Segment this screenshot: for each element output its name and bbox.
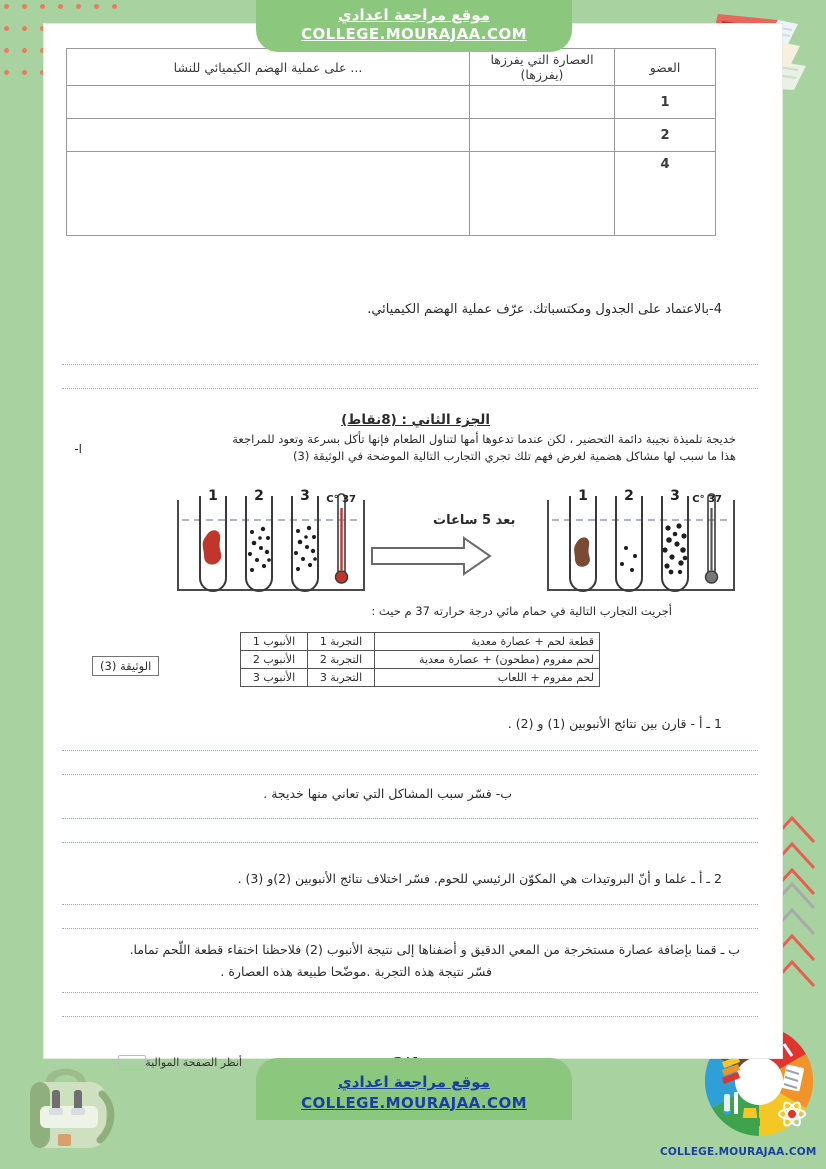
table1-header-effect: ... على عملية الهضم الكيميائي للنشا (67, 49, 470, 86)
svg-text:3: 3 (300, 488, 310, 504)
svg-text:2: 2 (254, 488, 264, 504)
table1-juice-4 (470, 152, 615, 236)
question-1a: 1 ـ أ - قارن بين نتائج الأنبوبين (1) و (2) . (507, 716, 722, 731)
svg-text:1: 1 (578, 488, 588, 504)
answer-line (62, 750, 758, 751)
exp-label-1: التجربة 1 (308, 633, 375, 651)
answer-line (62, 364, 758, 365)
site-watermark-header (256, 0, 572, 52)
table-row (67, 86, 716, 119)
answer-line (62, 992, 758, 993)
question-2a: 2 ـ أ ـ علما و أنّ البروتيدات هي المكوّن الرئيسي للحوم. فسّر اختلاف نتائج الأنبوبين (2)و (3) . (237, 871, 722, 886)
table1-header-organ: العضو (615, 49, 716, 86)
table1-effect-2 (67, 119, 470, 152)
exp-content-1: قطعة لحم + عصارة معدية (375, 633, 600, 651)
table1-organ-2: 2 (615, 119, 716, 152)
svg-text:1: 1 (208, 488, 218, 504)
watermark-header-url: COLLEGE.MOURAJAA.COM (301, 25, 527, 43)
watermark-header-arabic: موقع مراجعة اعدادي (338, 6, 490, 24)
next-page-note: أنظر الصفحة الموالية (145, 1056, 242, 1069)
svg-text:3: 3 (670, 488, 680, 504)
table-row (67, 119, 716, 152)
document-sheet (44, 24, 782, 1069)
answer-line (62, 928, 758, 929)
part-two-intro-line2: هذا ما سبب لها مشاكل هضمية لغرض فهم تلك تجري التجارب التالية الموضحة في الوثيقة (3) (293, 449, 736, 463)
exp-label-2: التجربة 2 (308, 651, 375, 669)
table1-organ-1: 1 (615, 86, 716, 119)
table-row (241, 651, 600, 669)
answer-line (62, 818, 758, 819)
question-2b-line1: ب ـ قمنا بإضافة عصارة مستخرجة من المعي الدقيق و أضفناها إلى نتيجة الأنبوب (2) فلاحظنا اختفاء قطعة اللّحم تماما. (129, 942, 740, 957)
question-1b: ب- فسّر سبب المشاكل التي تعاني منها خديجة . (263, 786, 512, 801)
table-row (241, 633, 600, 651)
tube-label-3: الأنبوب 3 (241, 669, 308, 687)
exp-content-3: لحم مفروم + اللعاب (375, 669, 600, 687)
table1-effect-1 (67, 86, 470, 119)
question-4: 4-بالاعتماد على الجدول ومكتسباتك. عرّف عملية الهضم الكيميائي. (367, 302, 722, 317)
answer-line (62, 842, 758, 843)
after-hours-label: بعد 5 ساعات (433, 513, 516, 528)
tube-label-2: الأنبوب 2 (241, 651, 308, 669)
watermark-footer-arabic: موقع مراجعة اعدادي (338, 1073, 490, 1091)
question-2b-line2: فسّر نتيجة هذه التجربة .موضّحا طبيعة هذه العصارة . (220, 964, 492, 979)
svg-text:37 °C: 37 °C (692, 494, 722, 505)
svg-text:37 °C: 37 °C (326, 494, 356, 505)
table1-juice-2 (470, 119, 615, 152)
part-two-title: الجزء الثاني : (8نقاط) (341, 412, 490, 428)
answer-line (62, 774, 758, 775)
part-two-intro-line1: خديجة تلميذة نجيبة دائمة التحضير ، لكن عندما تدعوها أمها لتناول الطعام فإنها تأكل بسرعة وتعود للمراجعة (232, 432, 736, 446)
exp-label-3: التجربة 3 (308, 669, 375, 687)
answer-line (62, 388, 758, 389)
test-tubes-figure (164, 486, 744, 598)
exp-content-2: لحم مفروم (مطحون) + عصارة معدية (375, 651, 600, 669)
figure-caption: أجريت التجارب التالية في حمام مائي درجة حرارته 37 م حيث : (371, 604, 672, 618)
table1-header-juice: العصارة التي يفرزها (يفرزها) (470, 49, 615, 86)
tube-label-1: الأنبوب 1 (241, 633, 308, 651)
svg-text:2: 2 (624, 488, 634, 504)
table-row (67, 152, 716, 236)
table-row (241, 669, 600, 687)
table1-effect-4 (67, 152, 470, 236)
site-watermark-footer (256, 1058, 572, 1120)
table1-juice-1 (470, 86, 615, 119)
part-two-marker: ا- (74, 442, 82, 456)
backpack-icon (16, 1060, 120, 1156)
answer-line (62, 904, 758, 905)
footer-brand-badge: COLLEGE.MOURAJAA.COM (660, 1146, 817, 1158)
next-page-icon (118, 1055, 146, 1070)
answer-line (62, 1016, 758, 1017)
document-3-label: الوثيقة (3) (92, 656, 159, 676)
watermark-footer-url: COLLEGE.MOURAJAA.COM (301, 1094, 527, 1112)
experiments-table (240, 632, 600, 687)
table1-organ-4: 4 (615, 152, 716, 236)
organ-juice-table (66, 48, 716, 236)
